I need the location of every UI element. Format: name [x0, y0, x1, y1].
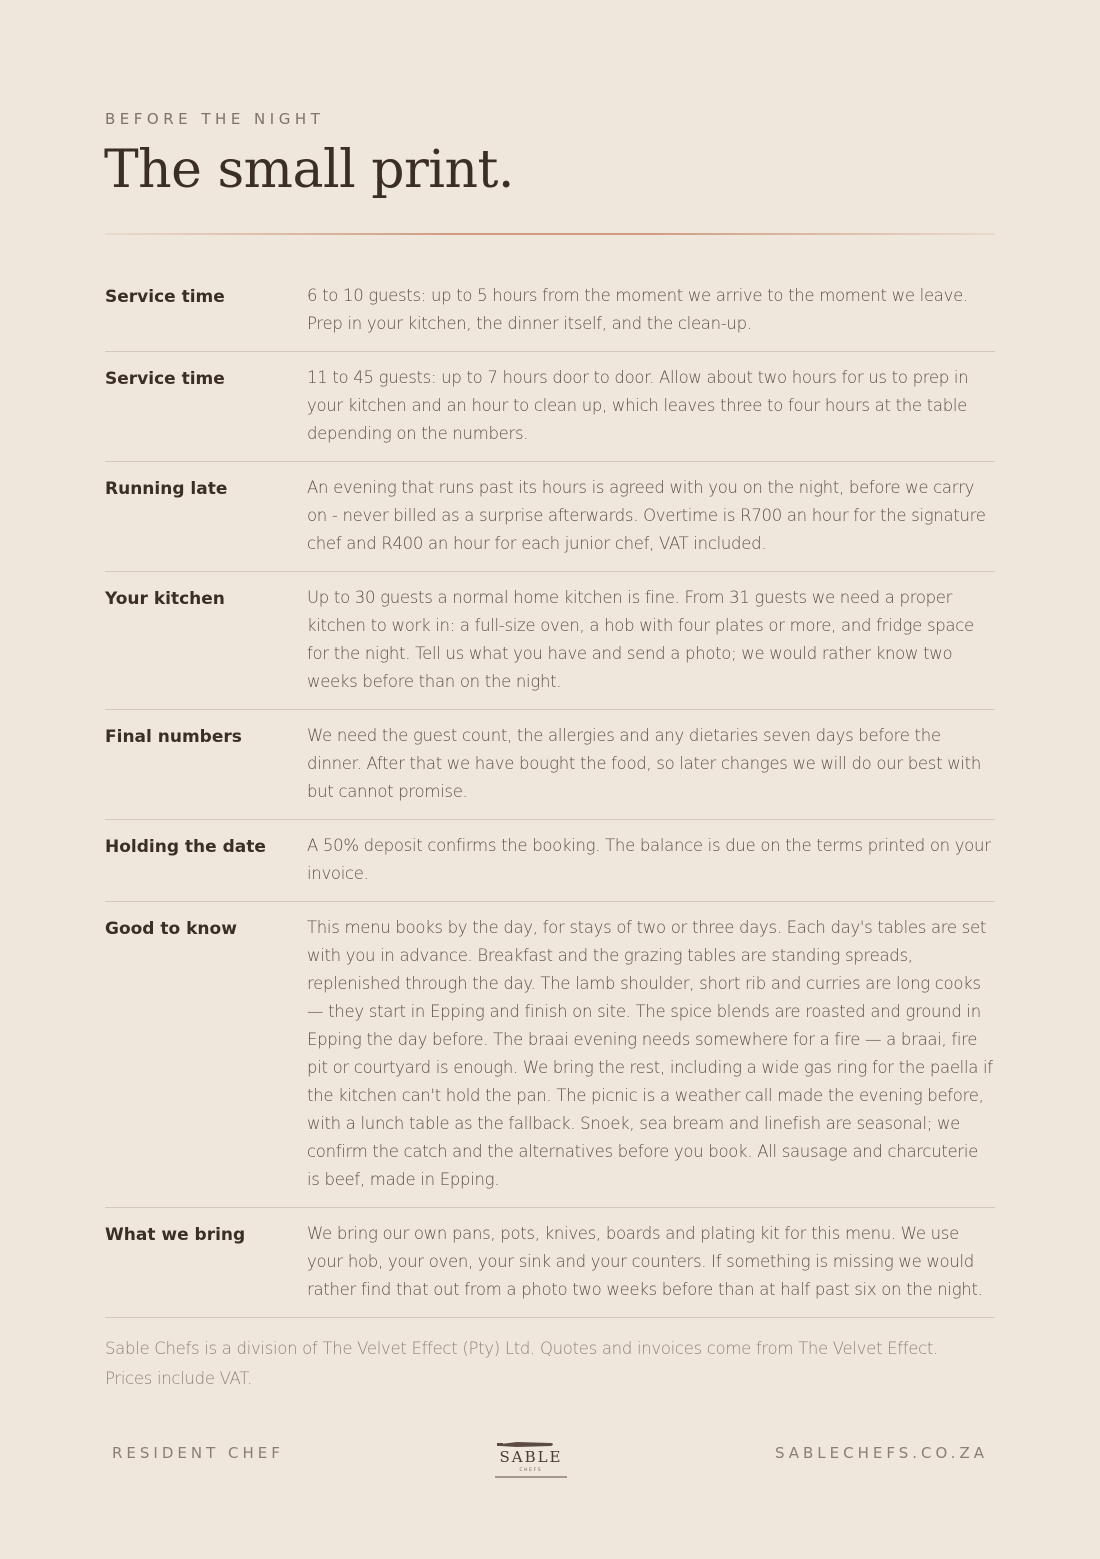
term-label: What we bring: [105, 1225, 246, 1245]
logo-word: SABLE: [499, 1448, 563, 1466]
knife-logo-icon: [493, 1438, 569, 1482]
term-row-final-numbers: [105, 710, 995, 820]
term-text: 6 to 10 guests: up to 5 hours from the moment we arrive to the moment we leave. Prep in your kitchen, the dinner itself, and the clean-up.: [307, 286, 968, 333]
term-label: Service time: [105, 369, 225, 389]
term-label: Your kitchen: [105, 589, 225, 609]
term-label: Final numbers: [105, 727, 242, 747]
term-row-service-time-large: [105, 352, 995, 462]
term-text: Up to 30 guests a normal home kitchen is fine. From 31 guests we need a proper kitchen to work in: a full-size oven, a hob with four plates or more, and fridge space for the night. Tell us what you have and send a photo; we would rather know two weeks before than on the night.: [307, 588, 974, 691]
term-text: A 50% deposit confirms the booking. The balance is due on the terms printed on your invoice.: [307, 836, 991, 883]
term-label: Service time: [105, 287, 225, 307]
term-text: This menu books by the day, for stays of two or three days. Each day's tables are set with you in advance. Breakfast and the grazing tables are standing spreads, replenished through the day. The lamb shoulder, short rib and curries are long cooks — they start in Epping and finish on site. The spice blends are roasted and ground in Epping the day before. The braai evening needs somewhere for a fire — a braai, fire pit or courtyard is enough. We bring the rest, including a wide gas ring for the paella if the kitchen can't hold the pan. The picnic is a weather call made the evening before, with a lunch table as the fallback. Snoek, sea bream and linefish are seasonal; we confirm the catch and the alternatives before you book. All sausage and charcuterie is beef, made in Epping.: [307, 918, 993, 1189]
term-text: We bring our own pans, pots, knives, boards and plating kit for this menu. We use your hob, your oven, your sink and your counters. If something is missing we would rather find that out from a photo two weeks before than at half past six on the night.: [307, 1224, 983, 1299]
term-text: 11 to 45 guests: up to 7 hours door to door. Allow about two hours for us to prep in your kitchen and an hour to clean up, which leaves three to four hours at the table depending on the numbers.: [307, 368, 969, 443]
term-label: Holding the date: [105, 837, 266, 857]
term-row-service-time-small: [105, 272, 995, 352]
footer-left-label: RESIDENT CHEF: [112, 1444, 284, 1462]
term-row-good-to-know: [105, 902, 995, 1208]
section-eyebrow: BEFORE THE NIGHT: [105, 110, 325, 128]
company-disclaimer: Sable Chefs is a division of The Velvet Effect (Pty) Ltd. Quotes and invoices come from The Velvet Effect. Prices include VAT.: [105, 1339, 938, 1388]
term-label: Good to know: [105, 919, 237, 939]
page-title: The small print.: [104, 140, 514, 200]
term-row-what-we-bring: [105, 1208, 995, 1318]
term-label: Running late: [105, 479, 228, 499]
term-row-running-late: [105, 462, 995, 572]
term-row-your-kitchen: [105, 572, 995, 710]
terms-list: [105, 272, 995, 1318]
term-text: An evening that runs past its hours is agreed with you on the night, before we carry on - never billed as a surprise afterwards. Overtime is R700 an hour for the signature chef and R400 an hour for each junior chef, VAT included.: [307, 478, 986, 553]
term-row-holding-the-date: [105, 820, 995, 902]
sable-logo: [493, 1438, 569, 1482]
footer-website: SABLECHEFS.CO.ZA: [774, 1444, 988, 1462]
accent-divider: [105, 233, 995, 235]
logo-subword: CHEFS: [519, 1467, 543, 1472]
term-text: We need the guest count, the allergies and any dietaries seven days before the dinner. After that we have bought the food, so later changes we will do our best with but cannot promise.: [307, 726, 982, 801]
